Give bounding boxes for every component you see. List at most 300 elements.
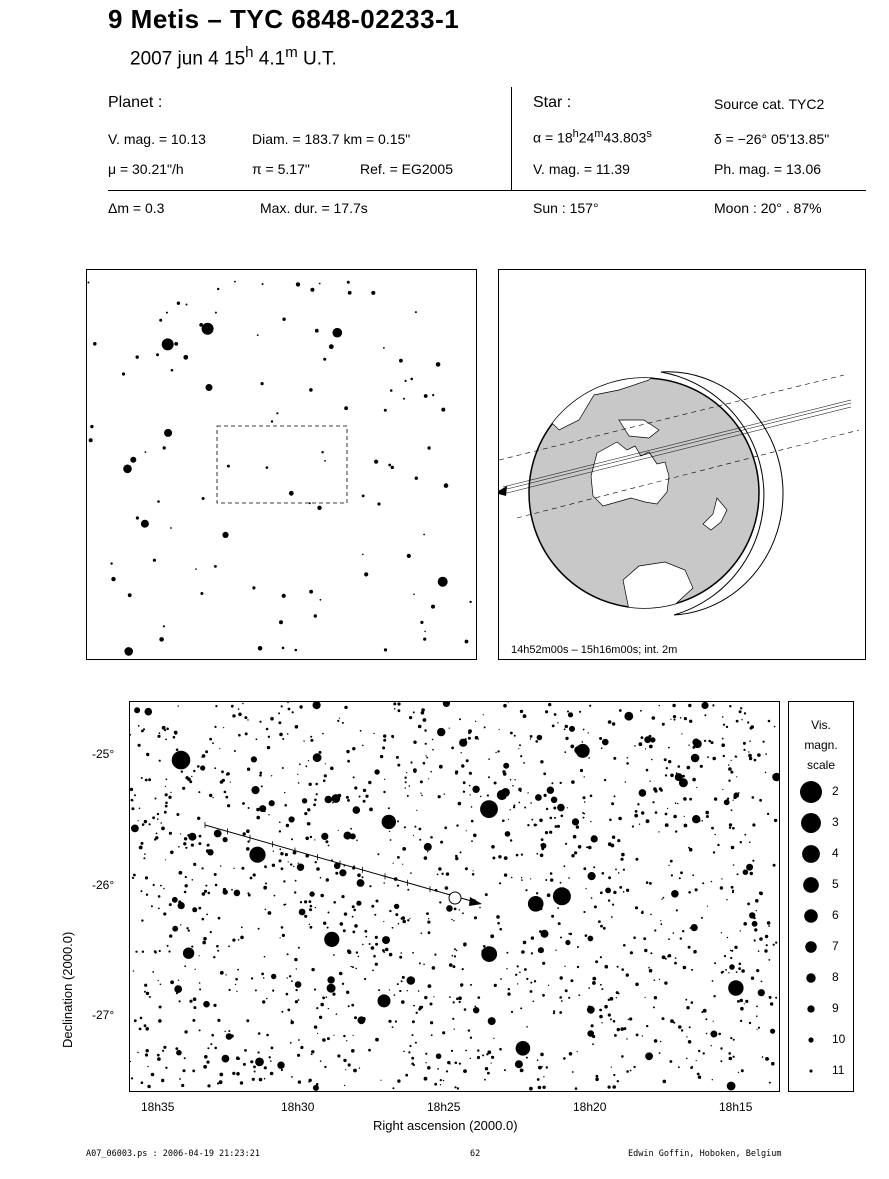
sky-star [455,1062,458,1065]
sky-star [426,912,429,915]
sky-star [356,951,358,953]
sky-star [182,787,185,790]
finder-star [206,384,213,391]
sky-star [315,783,318,786]
sky-star [756,1006,758,1008]
finder-star [441,408,445,412]
sky-star [159,732,161,734]
sky-star [145,1053,148,1056]
sky-star [380,1080,381,1081]
sky-star [130,788,133,791]
sky-star [601,747,603,749]
sky-star [588,1006,591,1009]
sky-star [601,988,603,990]
sky-star [698,820,700,822]
scale-mag-label: 11 [832,1063,845,1077]
finder-star [444,483,449,488]
sky-star [572,818,579,825]
sky-star [504,873,507,876]
sky-star [586,746,588,748]
sky-star [612,1085,616,1089]
sky-star [560,782,562,784]
sky-star [238,734,241,737]
sky-star [520,1069,524,1073]
sky-star [227,804,230,807]
sky-star [696,1060,697,1061]
sky-star [395,1020,397,1022]
sky-star [378,994,391,1007]
sky-star [141,777,143,779]
sky-star [346,991,349,994]
sky-star [160,984,162,986]
sky-star [545,879,547,881]
sky-star [202,918,205,921]
finder-star [128,593,132,597]
sky-star [251,756,257,762]
sky-star [617,839,620,842]
sky-star [338,830,339,831]
finder-star [320,599,322,601]
sky-star [410,761,412,763]
sky-star [176,1050,182,1056]
sky-star [642,911,644,913]
sky-star [774,726,776,728]
sky-star [750,872,753,875]
scale-dot [802,845,820,863]
sky-star [672,704,675,707]
page-title: 9 Metis – TYC 6848-02233-1 [108,4,460,34]
sky-star [705,1018,707,1020]
sky-star [659,1052,661,1054]
sky-star [728,1052,731,1055]
sky-star [646,881,649,884]
sky-star [620,1027,624,1031]
sky-star [658,831,659,832]
sky-star [434,1083,437,1086]
finder-star [384,409,387,412]
sky-star [468,732,471,735]
moon-elongation: Moon : 20° . 87% [714,200,822,216]
sky-star [726,899,727,900]
sky-star [729,823,732,826]
sky-star [296,968,297,969]
sky-star [238,1058,240,1060]
finder-star [261,382,264,385]
sky-star [272,990,274,992]
sky-star [172,897,178,903]
sky-star [728,780,730,782]
sky-star [291,980,293,982]
sky-star [220,780,224,784]
sky-star [516,854,519,857]
sky-star [242,703,244,705]
finder-star [407,554,411,558]
sky-star [458,996,462,1000]
sky-star [392,737,393,738]
sky-star [243,832,246,835]
sky-star [140,890,142,892]
sky-star [688,1040,692,1044]
sky-star [529,1087,533,1091]
sky-star [162,726,166,730]
sky-star [508,819,509,820]
sky-star [583,817,585,819]
sky-star [743,922,747,926]
sky-star [328,1008,329,1009]
sky-star [688,744,689,745]
event-datetime: 2007 jun 4 15$^h$ 4.1$^m$ U.T. [130,44,337,70]
sky-star [637,803,639,805]
sky-star [345,1069,346,1070]
sky-star [616,997,617,998]
sky-star [608,842,612,846]
sky-star [663,897,665,899]
sky-star [145,876,148,879]
sky-star [231,705,234,708]
finder-star [377,502,380,505]
sky-star [412,952,414,954]
scale-title-3: scale [806,758,835,772]
scale-title-2: magn. [804,738,838,752]
sky-star [163,1046,166,1049]
sky-star [281,705,283,707]
sky-star [178,751,184,757]
sky-star [547,787,554,794]
sky-star [619,709,622,712]
track-arrow [469,897,482,906]
finder-star [124,647,133,656]
sky-star [775,997,777,999]
sky-star [528,896,544,912]
sky-star [413,768,417,772]
sky-star [179,1078,181,1080]
sky-star [530,738,531,739]
sky-star [413,711,415,713]
finder-star [111,577,115,581]
sky-star [733,800,734,801]
sky-star [309,891,314,896]
sky-star [525,889,527,891]
sky-star [736,756,737,757]
sky-star [764,949,767,952]
sky-star [375,943,378,946]
sky-star [290,863,292,865]
sky-star [680,937,682,939]
sky-star [697,1073,700,1076]
sky-star [641,736,644,739]
sky-star [503,772,507,776]
sky-star [518,788,522,792]
sky-star [625,781,627,783]
sky-star [413,1005,415,1007]
sky-star [468,1029,470,1031]
sky-star [675,830,677,832]
sky-star [375,1038,379,1042]
sky-star [552,725,555,728]
sky-star [670,1060,673,1063]
sky-star [555,825,558,828]
sky-star [639,742,643,746]
sky-star [397,1079,400,1082]
sky-star [475,721,476,722]
scale-dot [800,781,822,803]
sky-star [192,907,197,912]
sky-star [231,889,233,891]
sky-star [447,1061,450,1064]
sky-star [397,983,399,985]
sky-star [715,834,716,835]
sky-star [500,978,502,980]
sky-star [309,924,310,925]
sky-star [683,966,687,970]
sky-star [263,977,265,979]
sky-star [465,1050,467,1052]
sky-star [394,904,399,909]
sky-star [477,1056,480,1059]
sky-star [363,789,366,792]
sky-star [535,794,542,801]
sky-star [141,842,144,845]
sky-star [557,907,559,909]
sky-star [250,1060,253,1063]
sky-star [730,957,732,959]
finder-star [279,620,283,624]
sky-star [347,949,351,953]
sky-star [758,989,765,996]
sky-star [271,1047,274,1050]
sky-star [470,1058,471,1059]
sky-star [439,765,443,769]
sky-star [691,1066,693,1068]
x-tick-label: 18h35 [141,1100,175,1114]
sky-star [184,1030,187,1033]
sky-star [395,913,398,916]
sky-star [560,937,562,939]
sky-star [240,1081,243,1084]
sky-star [238,939,240,941]
sky-star [635,858,638,861]
sky-star [378,989,380,991]
sky-star [153,884,155,886]
sky-star [693,950,697,954]
sky-star [574,746,582,754]
sky-star [485,1067,488,1070]
sky-star [666,767,668,769]
sky-star [628,1019,629,1020]
sky-star [659,979,660,980]
sky-star [671,874,673,876]
sky-star [722,789,723,790]
sky-star [290,1021,294,1025]
sky-star [635,906,638,909]
sky-star [352,966,354,968]
sky-star [154,838,156,840]
sky-star [592,977,596,981]
sky-star [649,735,652,738]
sky-star [411,1063,414,1066]
finder-star [309,590,313,594]
sky-star [561,815,564,818]
sky-star [758,950,760,952]
sky-star [487,794,489,796]
sky-star [459,909,460,910]
sky-star [743,869,749,875]
sky-star [396,756,399,759]
sky-star [486,1053,488,1055]
sky-star [496,915,500,919]
sky-star [287,702,289,703]
sky-star [213,1004,216,1007]
sky-star [188,833,196,841]
finder-star [215,312,217,314]
sky-star [593,835,594,836]
finder-star [309,502,311,504]
sky-star [548,985,549,986]
sky-star [140,1017,143,1020]
sky-star [493,1038,494,1039]
sky-star [358,1016,366,1024]
sky-star [454,1029,455,1030]
sky-star [733,796,736,799]
sky-star [364,930,367,933]
sky-star [523,941,527,945]
sky-star [720,1047,722,1049]
sky-star [298,782,300,784]
sky-star [692,778,696,782]
sky-star [141,919,143,921]
sky-star [674,719,676,721]
sky-star [277,1062,284,1069]
sky-star [692,746,695,749]
sky-star [565,940,570,945]
sky-star [310,836,312,838]
sky-star [531,936,534,939]
sky-star [307,808,310,811]
sky-star [281,867,284,870]
sky-star [354,924,358,928]
sky-star [660,920,661,921]
sky-star [564,728,566,730]
sky-star [583,796,586,799]
sky-star [426,757,428,759]
sky-star [702,882,704,884]
finder-star [177,302,180,305]
sky-star [635,983,639,987]
sky-star [718,1033,721,1036]
sky-star [721,878,722,879]
sky-star [688,946,691,949]
sky-star [428,918,429,919]
sky-star [527,792,528,793]
finder-star [202,323,214,335]
sky-star [621,853,625,857]
sky-star [213,956,215,958]
sky-star [720,1060,722,1062]
sky-star [602,739,609,746]
sky-star [189,1000,192,1003]
sky-star [157,735,160,738]
sky-star [419,839,421,841]
sky-star [588,872,596,880]
sky-star [641,811,644,814]
y-axis-label: Declination (2000.0) [60,931,75,1048]
sky-star [499,1048,502,1051]
sky-star [143,857,145,859]
sky-star [668,865,669,866]
sky-star [536,853,538,855]
sky-star [351,966,352,967]
sky-star [667,955,669,957]
scale-dot [806,973,815,982]
sky-star [279,830,281,832]
sky-star [443,1080,444,1081]
sky-star [283,904,285,906]
sky-star [294,891,296,893]
sky-star [325,763,326,764]
sky-star [770,1029,775,1034]
sky-star [454,1086,456,1088]
sky-star [198,842,201,845]
sky-star [545,831,548,834]
sky-star [526,1026,528,1028]
sky-star [142,951,144,953]
sky-star [256,816,260,820]
sky-star [146,753,149,756]
sky-star [202,941,206,945]
sky-star [258,1051,260,1053]
sky-star [369,943,371,945]
sky-star [193,770,195,772]
sky-star [399,990,401,992]
sky-star [209,794,212,797]
sky-star [495,752,496,753]
sky-star [565,725,568,728]
sky-star [223,727,224,728]
sky-star [297,1054,300,1057]
sky-star [540,760,543,763]
finder-star [319,283,321,285]
sky-star [557,804,565,812]
sky-star [586,846,588,848]
sky-star [304,900,307,903]
sky-star [159,1006,162,1009]
sky-star [587,1030,594,1037]
sky-star [138,725,140,727]
sky-star [314,839,315,840]
finder-star [258,646,263,651]
sky-star [554,817,556,819]
sky-star [662,723,665,726]
sky-star [163,888,165,890]
finder-star [166,312,168,314]
sky-star [627,757,629,759]
sky-star [223,837,228,842]
finder-star [136,516,139,519]
sky-star [659,705,660,706]
sky-star [150,996,151,997]
sky-star [574,851,577,854]
sky-star [540,1053,544,1057]
sky-star [708,740,711,743]
sky-star [686,1058,688,1060]
sky-star [485,893,488,896]
sky-star [286,993,289,996]
sky-star [488,758,490,760]
sky-star [619,886,622,889]
sky-star [324,932,339,947]
sky-star [491,1056,494,1059]
sky-star [282,738,284,740]
